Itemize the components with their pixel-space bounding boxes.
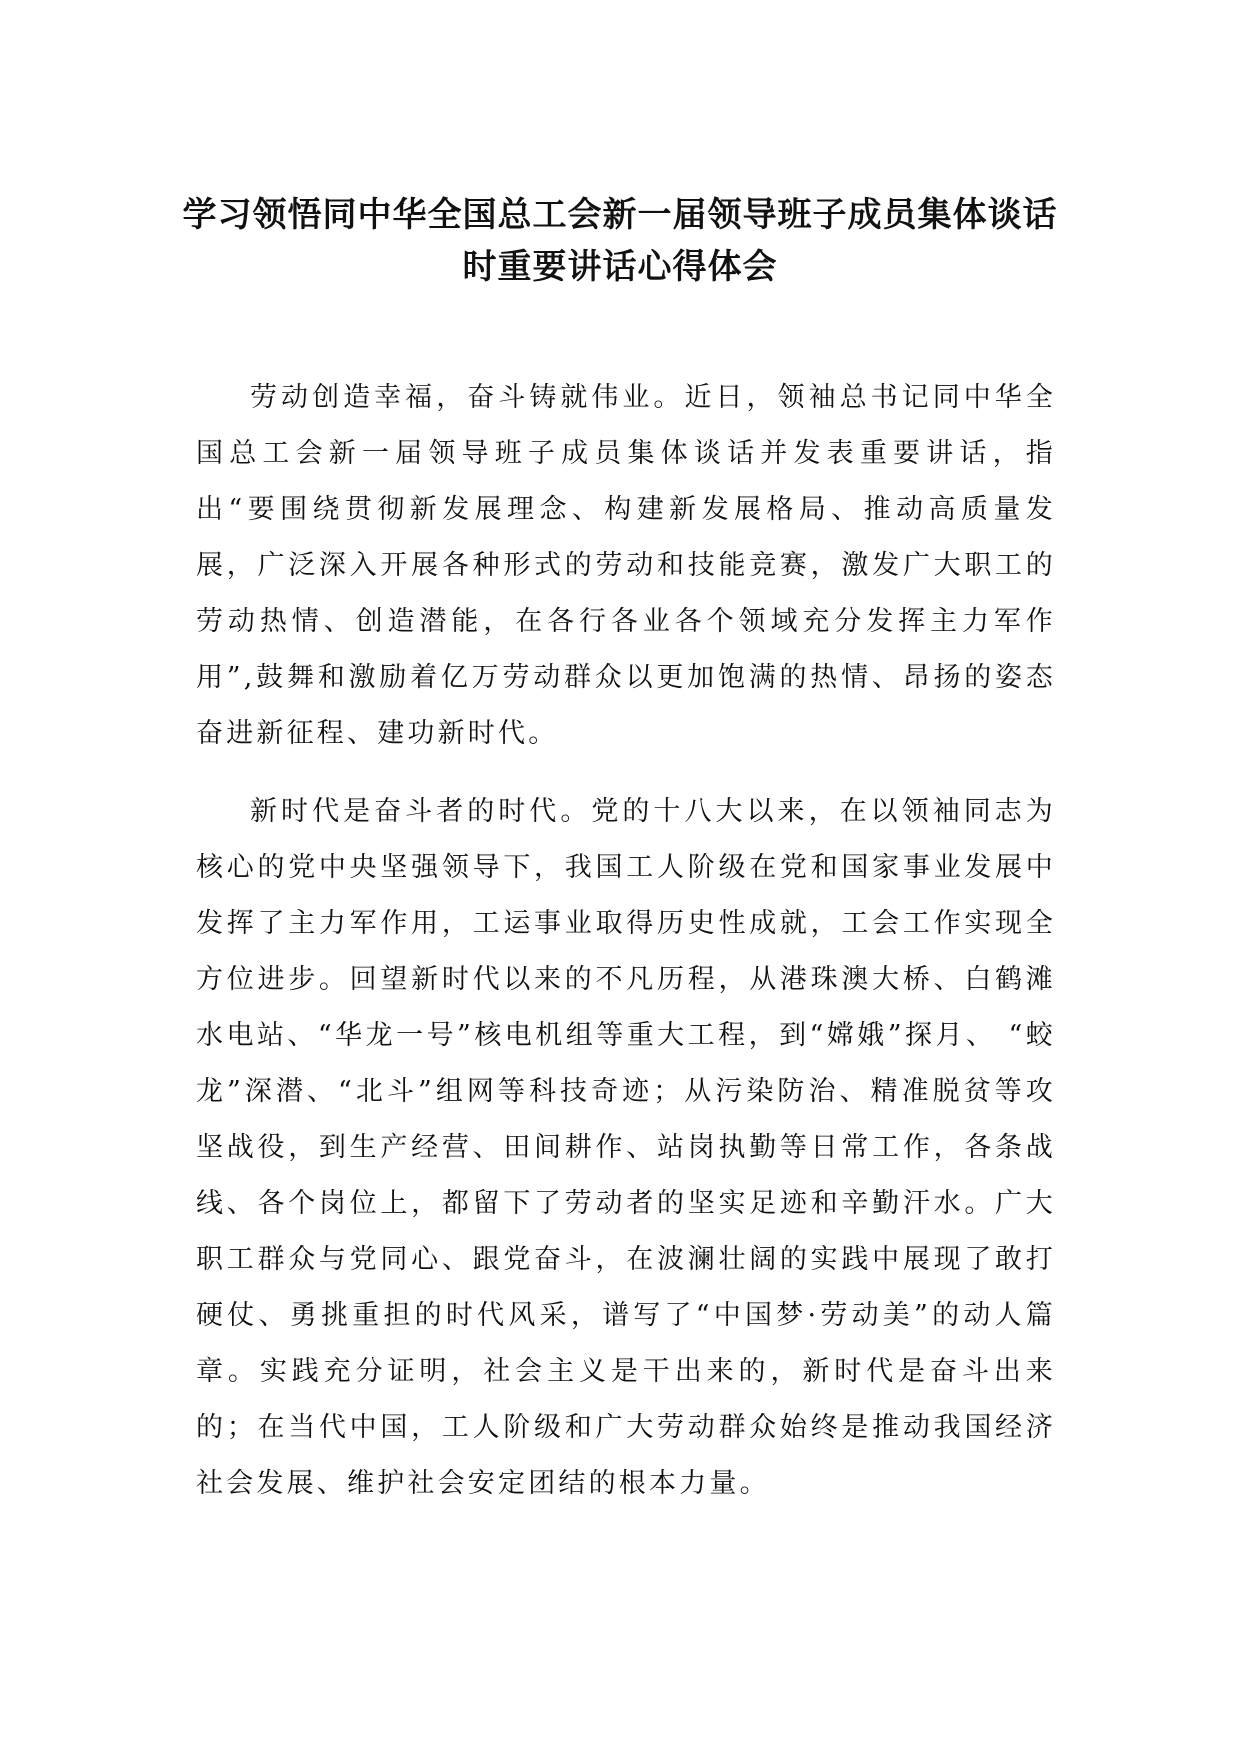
body-paragraph-2: 新时代是奋斗者的时代。党的十八大以来，在以领袖同志为核心的党中央坚强领导下，我国工人阶级在党和国家事业发展中发挥了主力军作用，工运事业取得历史性成就，工会工作实现全方位进步。回望新时代以来的不凡历程，从港珠澳大桥、白鹤滩水电站、“华龙一号”核电机组等重大工程，到“嫦娥”探月、 “蛟龙”深潜、“北斗”组网等科技奇迹；从污染防治、精准脱贫等攻坚战役，到生产经营、田间耕作、站岗执勤等日常工作，各条战线、各个岗位上，都留下了劳动者的坚实足迹和辛勤汗水。广大职工群众与党同心、跟党奋斗，在波澜壮阔的实践中展现了敢打硬仗、勇挑重担的时代风采，谱写了“中国梦·劳动美”的动人篇章。实践充分证明，社会主义是干出来的，新时代是奋斗出来的；在当代中国，工人阶级和广大劳动群众始终是推动我国经济社会发展、维护社会安定团结的根本力量。	[196, 796, 1056, 1499]
document-title-line-1: 学习领悟同中华全国总工会新一届领导班子成员集体谈话	[182, 195, 1058, 235]
document-title-line-2: 时重要讲话心得体会	[462, 247, 778, 287]
body-paragraph-1: 劳动创造幸福，奋斗铸就伟业。近日，领袖总书记同中华全国总工会新一届领导班子成员集体谈话并发表重要讲话，指出“要围绕贯彻新发展理念、构建新发展格局、推动高质量发展，广泛深入开展各种形式的劳动和技能竞赛，激发广大职工的劳动热情、创造潜能，在各行各业各个领域充分发挥主力军作用”,鼓舞和激励着亿万劳动群众以更加饱满的热情、昂扬的姿态奋进新征程、建功新时代。	[196, 382, 1056, 749]
